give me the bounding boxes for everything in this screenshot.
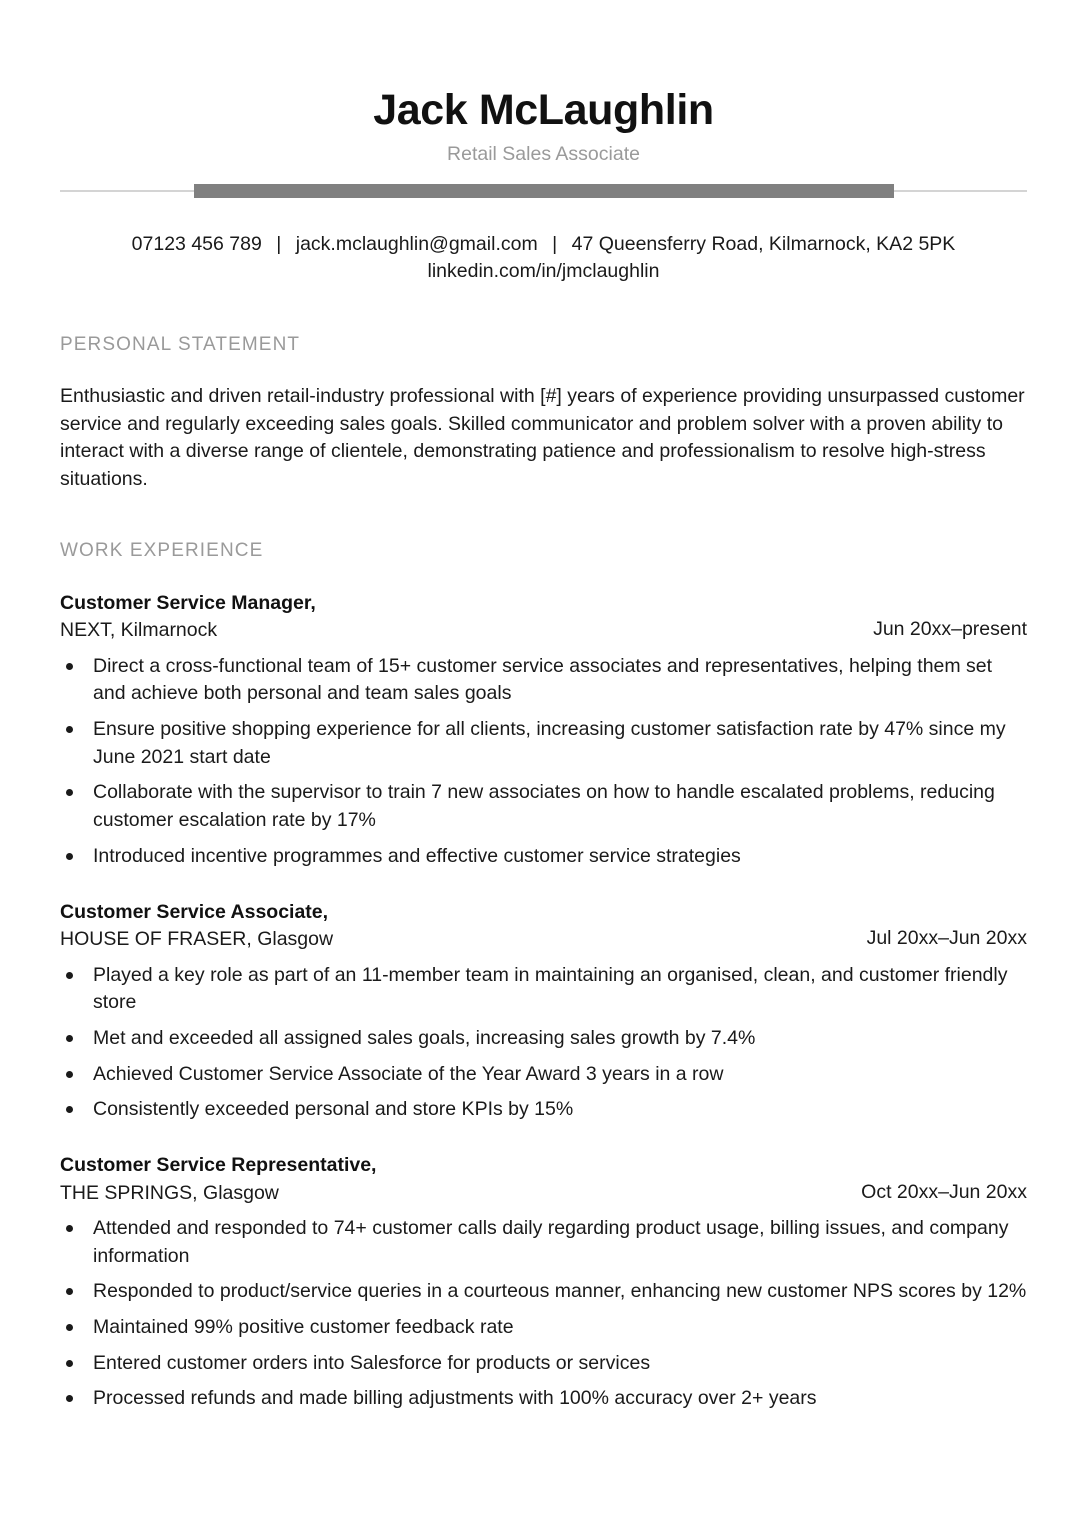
contact-linkedin[interactable]: linkedin.com/in/jmclaughlin <box>427 260 660 283</box>
job-entry <box>60 1152 1027 1413</box>
job-company: THE SPRINGS, Glasgow <box>60 1181 279 1204</box>
list-item <box>60 779 1027 834</box>
bullet-point-icon <box>66 1225 73 1232</box>
job-title: Customer Service Representative, <box>60 1154 377 1176</box>
bullet-point-icon <box>66 853 73 860</box>
bullet-text: Attended and responded to 74+ customer calls daily regarding product usage, billing issues, and company information <box>93 1217 1009 1267</box>
bullet-text: Responded to product/service queries in a courteous manner, enhancing new customer NPS scores by 12% <box>93 1280 1027 1303</box>
bullet-text: Direct a cross-functional team of 15+ customer service associates and representatives, helping them set and achieve both personal and team sales goals <box>93 654 993 705</box>
job-company: NEXT, Kilmarnock <box>60 619 218 642</box>
job-header <box>60 1152 1027 1206</box>
work-experience-section <box>60 540 1027 1413</box>
bullet-point-icon <box>66 1035 73 1042</box>
job-company-row <box>60 616 1027 644</box>
bullet-text: Met and exceeded all assigned sales goals, increasing sales growth by 7.4% <box>93 1026 756 1049</box>
list-item <box>60 1215 1027 1270</box>
bullet-text: Achieved Customer Service Associate of the Year Award 3 years in a row <box>93 1062 724 1085</box>
section-heading-personal-statement: PERSONAL STATEMENT <box>60 333 301 355</box>
bullet-point-icon <box>66 726 73 733</box>
bullet-point-icon <box>66 972 73 979</box>
bullet-point-icon <box>66 1324 73 1331</box>
list-item <box>60 1350 1027 1378</box>
job-title: Customer Service Associate, <box>60 900 329 923</box>
personal-statement-section <box>60 334 1027 494</box>
contact-phone: 07123 456 789 <box>131 232 262 255</box>
job-bullet-list <box>60 962 1027 1124</box>
list-item <box>60 1096 1027 1124</box>
bullet-point-icon <box>66 1071 73 1078</box>
job-dates: Jun 20xx–present <box>873 618 1027 641</box>
personal-statement-text: Enthusiastic and driven retail-industry professional with [#] years of experience providing unsurpassed customer service and regularly exceeding sales goals. Skilled communicator and problem solver with a proven ability to interact with a diverse range of clientele, demonstrating patience and professionalism to resolve high-stress situations. <box>60 384 1025 490</box>
list-item <box>60 1314 1027 1342</box>
bullet-point-icon <box>66 663 73 670</box>
job-bullet-list <box>60 1215 1027 1413</box>
contact-address: 47 Queensferry Road, Kilmarnock, KA2 5PK <box>571 232 956 255</box>
bullet-text: Processed refunds and made billing adjustments with 100% accuracy over 2+ years <box>93 1387 817 1410</box>
job-bullet-list <box>60 653 1027 871</box>
list-item <box>60 962 1027 1017</box>
list-item <box>60 716 1027 771</box>
job-dates: Oct 20xx–Jun 20xx <box>861 1180 1027 1203</box>
bullet-point-icon <box>66 1395 73 1402</box>
job-dates: Jul 20xx–Jun 20xx <box>866 927 1027 950</box>
job-entry <box>60 590 1027 871</box>
bullet-text: Played a key role as part of an 11-member team in maintaining an organised, clean, and customer friendly store <box>93 963 1008 1014</box>
bullet-text: Entered customer orders into Salesforce for products or services <box>93 1351 651 1374</box>
section-heading-work-experience: WORK EXPERIENCE <box>60 539 264 561</box>
bullet-text: Introduced incentive programmes and effective customer service strategies <box>93 844 741 867</box>
bullet-text: Consistently exceeded personal and store KPIs by 15% <box>93 1098 574 1121</box>
job-company-row <box>60 925 1027 953</box>
job-header <box>60 590 1027 644</box>
bullet-text: Collaborate with the supervisor to train 7 new associates on how to handle escalated problems, reducing customer escalation rate by 17% <box>93 781 995 832</box>
resume-header <box>60 0 1027 166</box>
contact-separator: | <box>552 232 558 255</box>
job-header <box>60 899 1027 953</box>
job-entry <box>60 899 1027 1124</box>
bullet-point-icon <box>66 1288 73 1295</box>
bullet-point-icon <box>66 789 73 796</box>
contact-email[interactable]: jack.mclaughlin@gmail.com <box>295 232 538 255</box>
contact-separator: | <box>276 232 282 255</box>
bullet-point-icon <box>66 1360 73 1367</box>
job-company: HOUSE OF FRASER, Glasgow <box>60 928 334 951</box>
list-item <box>60 1061 1027 1089</box>
job-company-row <box>60 1179 1027 1207</box>
list-item <box>60 1278 1027 1306</box>
contact-line-primary <box>60 231 1027 259</box>
job-title: Customer Service Manager, <box>60 591 316 614</box>
list-item <box>60 653 1027 708</box>
bullet-text: Ensure positive shopping experience for all clients, increasing customer satisfaction rate by 47% since my June 2021 start date <box>93 718 1006 768</box>
list-item <box>60 1385 1027 1413</box>
list-item <box>60 843 1027 871</box>
bullet-point-icon <box>66 1106 73 1113</box>
header-subtitle: Retail Sales Associate <box>447 143 640 166</box>
header-divider <box>60 184 1027 198</box>
page-title: Jack McLaughlin <box>373 86 714 134</box>
contact-info <box>60 231 1027 286</box>
list-item <box>60 1025 1027 1053</box>
bullet-text: Maintained 99% positive customer feedback rate <box>93 1316 514 1339</box>
divider-thick-bar <box>194 184 894 198</box>
